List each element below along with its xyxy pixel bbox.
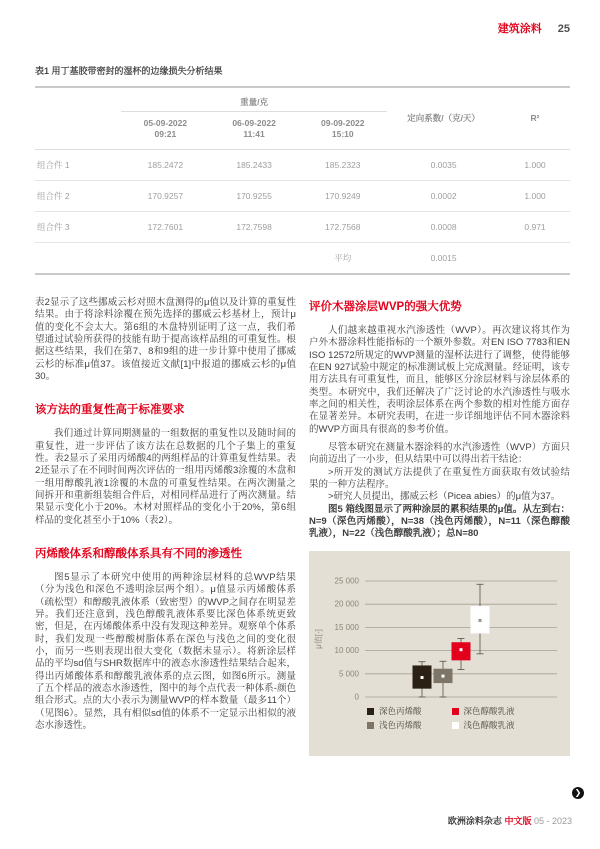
coef-value: 0.0035	[387, 149, 500, 180]
weight-value: 170.9257	[121, 180, 210, 211]
empty-header-cell	[35, 87, 121, 149]
legend-item	[452, 720, 515, 731]
svg-text:15 000: 15 000	[334, 622, 359, 632]
average-label: 平均	[298, 242, 387, 274]
bullet-item: >研究人员提出，挪威云杉（Picea abies）的μ值为37。	[328, 491, 561, 503]
table-title: 表1 用丁基胶带密封的湿杯的边缘损失分析结果	[35, 66, 223, 76]
coef-value: 0.0008	[387, 211, 500, 242]
right-column	[309, 297, 570, 756]
section-title: 建筑涂料	[497, 23, 542, 35]
svg-text:0: 0	[354, 692, 359, 702]
r2-value: 0.971	[500, 211, 570, 242]
date-column-header	[210, 112, 299, 150]
legend-item	[452, 706, 515, 717]
section-heading: 丙烯酸体系和醇酸体系具有不同的渗透性	[35, 548, 242, 561]
page-number: 25	[557, 23, 570, 35]
weight-value: 170.9255	[210, 180, 299, 211]
weight-value: 185.2472	[121, 149, 210, 180]
row-label: 组合件 2	[35, 180, 121, 211]
body-paragraph: 图5显示了本研究中使用的两种涂层材料的总WVP结果（分为浅色和深色不透明涂层两个组）。μ值显示丙烯酸体系（疏松型）和醇酸乳液体系（致密型）的WVP之间存在明显差异。我们还注意到，浅色醇酸乳液体系要比深色体系统更致密，但是，在丙烯酸体系中没有发现这种差异。观察单个体系时，我们发现一些醇酸树脂体系在深色与浅色之间的变化很小，而另一些则表现出很大变化（数据未显示）。将新涂层样品的平均sd值与SHR数据库中的液态水渗透性结果结合起来，得出丙烯酸体系和醇酸乳液体系的点云图，如图6所示。测量了五个样品的液态水渗透性，图中的每个点代表一种体系-颜色组合形式。点的大小表示为测量WVP的样本数量（最多11个）（见图6）。显然，具有相似sd值的体系不一定显示出相似的液态水渗透性。	[35, 571, 296, 732]
issue-number: 05 - 2023	[533, 816, 572, 826]
svg-text:μ值[-]: μ值[-]	[314, 628, 323, 649]
coef-value: 0.0002	[387, 180, 500, 211]
section-heading: 该方法的重复性高于标准要求	[35, 404, 185, 417]
weight-value: 172.7598	[210, 211, 299, 242]
results-table	[35, 86, 570, 275]
page-footer	[448, 814, 572, 827]
table-row	[35, 211, 570, 242]
time: 11:41	[243, 129, 265, 140]
legend-label: 深色丙烯酸	[379, 705, 422, 716]
edition-label: 中文版	[504, 816, 532, 826]
r2-header: R²	[500, 87, 570, 149]
svg-text:10 000: 10 000	[334, 645, 359, 655]
svg-text:5 000: 5 000	[338, 669, 359, 679]
end-of-article-arrow-icon: ❯	[572, 787, 584, 799]
two-column-layout	[35, 297, 570, 756]
svg-text:20 000: 20 000	[334, 599, 359, 609]
weight-value: 185.2323	[298, 149, 387, 180]
date: 06-09-2022	[232, 118, 276, 128]
coef-header: 定向系数/（克/天）	[387, 87, 500, 149]
legend-col-2	[452, 706, 515, 731]
time: 15:10	[331, 129, 354, 140]
table-row	[35, 149, 570, 180]
table-row	[35, 180, 570, 211]
left-column	[35, 297, 296, 756]
figure5-boxplot-chart	[309, 551, 570, 756]
section-heading: 评价木器涂层WVP的强大优势	[309, 300, 462, 313]
legend-swatch-icon	[367, 722, 374, 729]
weight-value: 185.2433	[210, 149, 299, 180]
weight-value: 172.7568	[298, 211, 387, 242]
legend-item	[367, 706, 422, 717]
date-column-header	[121, 112, 210, 150]
average-value: 0.0015	[387, 242, 500, 274]
row-label: 组合件 1	[35, 149, 121, 180]
journal-name: 欧洲涂料杂志	[447, 816, 502, 826]
table-average-row	[35, 242, 570, 274]
weight-group-header: 重量/克	[121, 87, 387, 112]
body-paragraph: 表2显示了这些挪威云杉对照木盘测得的μ值以及计算的重复性结果。由于将涂料涂覆在预先选择的挪威云杉基材上，预计μ值的变化不会太大。第6组的木盘特别证明了这一点，我们希望通过试验所获得的技能有助于提高该样品组的可重复性。根据这些结果，我们在第7、8和9组的进一步计算中使用了挪威云杉的标准μ值37。该值接近文献[1]中报道的挪威云杉的μ值30。	[35, 296, 296, 382]
body-paragraph: 我们通过计算同期测量的一组数据的重复性以及随时间的重复性，进一步评估了该方法在总数据的几个子集上的重复性。表2显示了采用丙烯酸4的两组样品的计算重复性结果。表2还显示了在不同时间两次评估的一组用丙烯酸3涂覆的木盘和一组用醇酸乳液1涂覆的木盘的可重复性结果。在两次测量之间拆开和重新组装组合件后，对相同样品进行了两次测量。结果显示变化小于20%。木材对照样品的变化小于20%，第6组样品的变化甚至小于10%（表2）。	[35, 428, 296, 526]
legend-col-1	[367, 706, 422, 731]
legend-item	[367, 720, 422, 731]
r2-value: 1.000	[500, 149, 570, 180]
time: 09:21	[154, 129, 177, 140]
weight-value: 172.7601	[121, 211, 210, 242]
legend-swatch-icon	[452, 708, 459, 715]
row-label: 组合件 3	[35, 211, 121, 242]
svg-text:25 000: 25 000	[334, 576, 359, 586]
date: 09-09-2022	[321, 118, 365, 128]
figure-caption: 图5 箱线图显示了两种涂层的累积结果的μ值。从左到右：N=9（深色丙烯酸），N=38（浅色丙烯酸），N=11（深色醇酸乳液），N=22（浅色醇酸乳液）；总N=80	[309, 503, 570, 540]
boxplot-svg	[309, 551, 569, 703]
bullet-item: >所开发的测试方法提供了在重复性方面获取有效试验结果的一种方法程序。	[309, 466, 570, 490]
date-column-header	[298, 112, 387, 150]
legend-label: 浅色丙烯酸	[379, 719, 422, 730]
legend-label: 浅色醇酸乳液	[463, 719, 515, 730]
page-header	[498, 20, 570, 36]
r2-value: 1.000	[500, 180, 570, 211]
legend-swatch-icon	[452, 722, 459, 729]
legend-label: 深色醇酸乳液	[463, 705, 515, 716]
body-paragraph: 尽管本研究在测量木器涂料的水汽渗透性（WVP）方面只向前迈出了一小步，但从结果中可以得出若干结论：	[309, 441, 570, 466]
date: 05-09-2022	[143, 118, 188, 128]
chart-legend	[309, 706, 570, 731]
legend-swatch-icon	[367, 708, 374, 715]
weight-value: 170.9249	[298, 180, 387, 211]
body-paragraph: 人们越来越重视水汽渗透性（WVP）。再次建议将其作为户外木器涂料性能指标的一个额外参数。对EN ISO 7783和EN ISO 12572所规定的WVP测量的湿杯法进行了调整，使得能够在EN 927试验中规定的标准测试板上完成测量。经证明，该专用方法具有可重复性，而且，能够区分涂层材料与涂层体系的类型。本研究中，我们还解决了广泛讨论的水汽渗透性与吸水率之间的相关性，表明涂层体系在两个参数的相对性能方面存在显著差异。本研究表明，在进一步详细地评估不同木器涂料的WVP方面具有很高的参考价值。	[309, 324, 570, 435]
